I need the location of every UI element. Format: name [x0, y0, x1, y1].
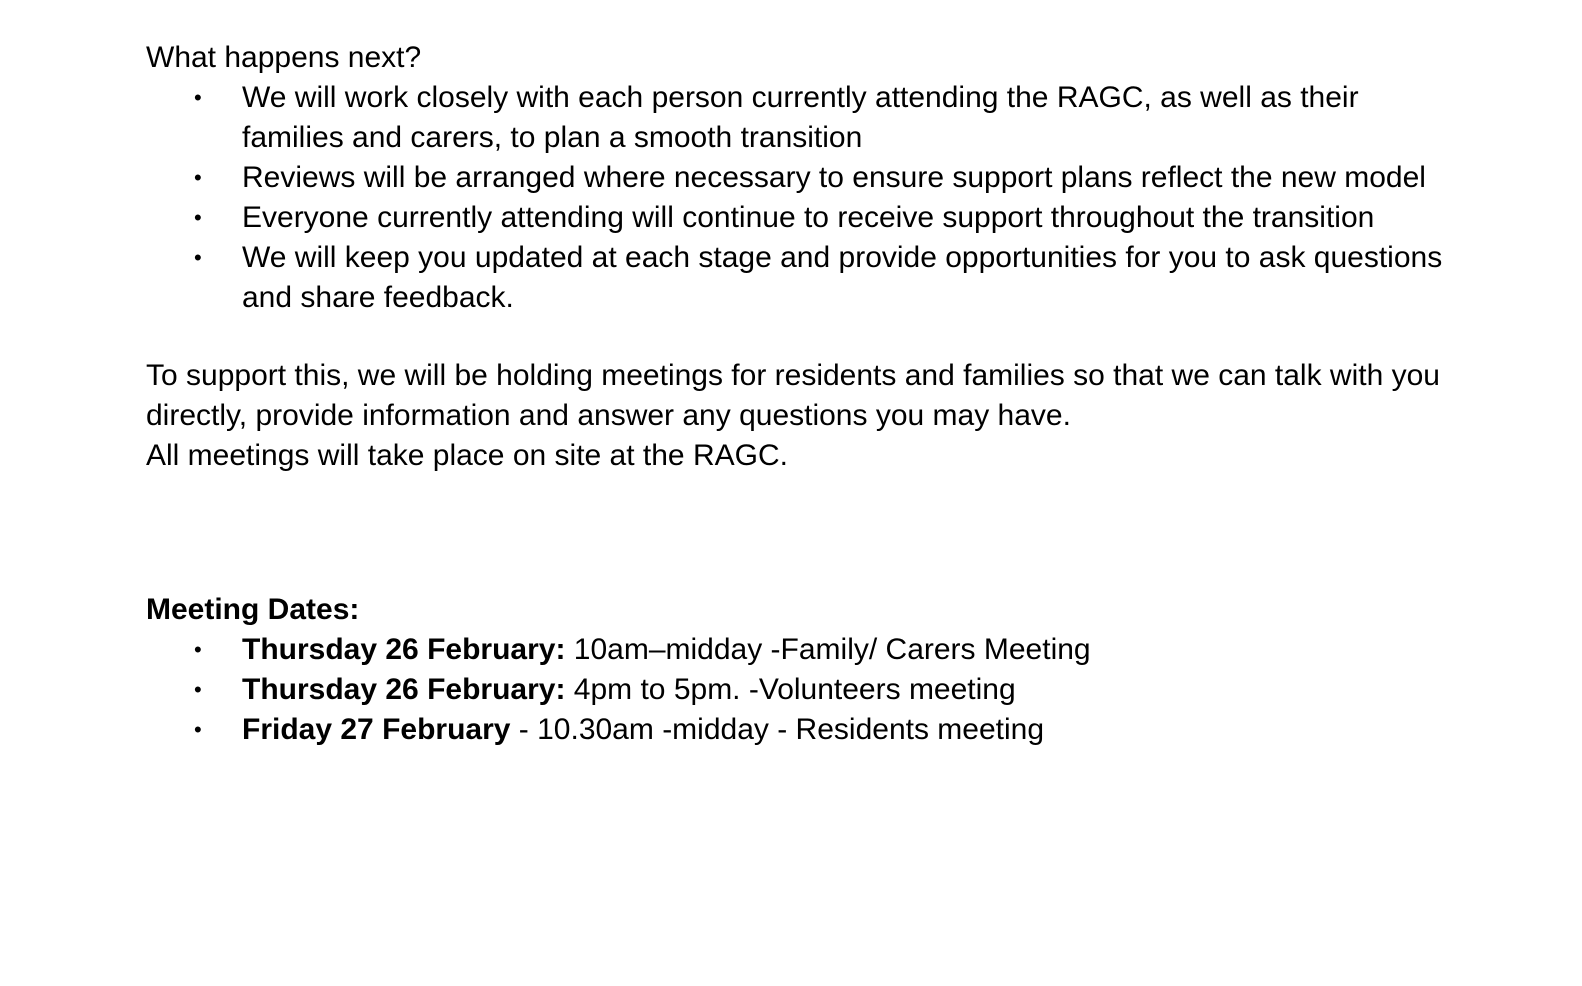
- meeting-details: 4pm to 5pm. -Volunteers meeting: [565, 673, 1016, 706]
- bullet-icon: [194, 78, 202, 118]
- paragraph-line: All meetings will take place on site at the RAGC.: [146, 439, 788, 472]
- bullet-icon: [194, 238, 202, 278]
- bullet-icon: [194, 710, 202, 750]
- meeting-dates-list: [146, 630, 1446, 750]
- support-paragraph: [146, 356, 1446, 476]
- meeting-details: - 10.30am -midday - Residents meeting: [510, 713, 1045, 746]
- list-item: [146, 198, 1446, 238]
- section-heading: What happens next?: [146, 41, 422, 74]
- paragraph-line: To support this, we will be holding meetings for residents and families so that we can talk with you directly, provide information and answer any questions you may have.: [146, 359, 1440, 432]
- bullet-icon: [194, 630, 202, 670]
- list-item: [146, 710, 1446, 750]
- bullet-icon: [194, 158, 202, 198]
- next-steps-list: [146, 78, 1446, 318]
- meeting-details: 10am–midday -Family/ Carers Meeting: [565, 633, 1091, 666]
- bullet-icon: [194, 670, 202, 710]
- list-item-text: Reviews will be arranged where necessary to ensure support plans reflect the new model: [242, 161, 1426, 194]
- bullet-icon: [194, 198, 202, 238]
- meeting-date: Friday 27 February: [242, 713, 511, 746]
- list-item-text: We will keep you updated at each stage and provide opportunities for you to ask questions and share feedback.: [242, 241, 1443, 314]
- list-item: [146, 78, 1446, 158]
- meeting-date: Thursday 26 February:: [242, 633, 566, 666]
- meeting-date: Thursday 26 February:: [242, 673, 566, 706]
- list-item: [146, 670, 1446, 710]
- meeting-dates-heading: Meeting Dates:: [146, 593, 360, 626]
- list-item-text: Everyone currently attending will continue to receive support throughout the transition: [242, 201, 1375, 234]
- list-item: [146, 158, 1446, 198]
- list-item: [146, 238, 1446, 318]
- list-item-text: We will work closely with each person currently attending the RAGC, as well as their families and carers, to plan a smooth transition: [242, 81, 1359, 154]
- list-item: [146, 630, 1446, 670]
- document-page: [146, 38, 1446, 750]
